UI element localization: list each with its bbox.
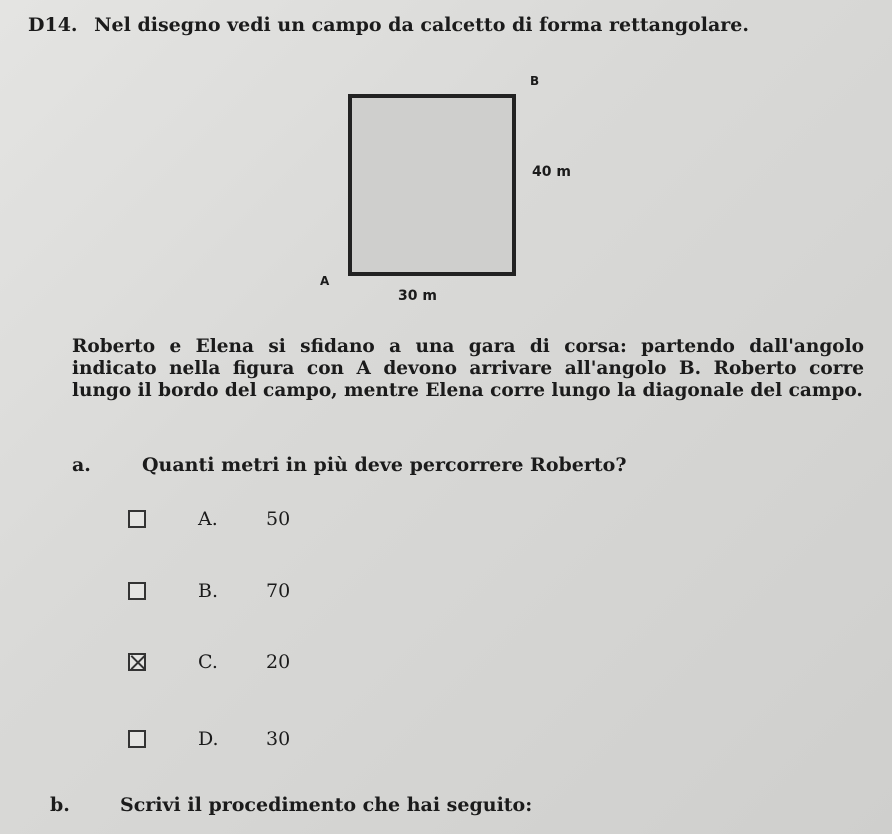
problem-header [28,14,749,36]
option-d-checkbox[interactable] [128,730,146,748]
width-label: 30 m [398,288,437,304]
corner-a-label: A [320,274,330,288]
question-a-text: Quanti metri in più deve percorrere Roberto? [142,454,627,476]
question-b [50,794,532,816]
option-a-letter: A. [198,508,218,530]
option-c-value: 20 [266,651,291,673]
option-d-value: 30 [266,728,291,750]
height-label: 40 m [532,164,571,180]
option-d-letter: D. [198,728,219,750]
problem-paragraph: Roberto e Elena si sfidano a una gara di corsa: partendo dall'angolo indicato nella figura con A devono arrivare all'angolo B. Roberto corre lungo il bordo del campo, mentre Elena corre lungo la diagonale del campo. [72,336,864,401]
problem-statement: Nel disegno vedi un campo da calcetto di forma rettangolare. [94,14,749,36]
corner-b-label: B [530,74,540,88]
option-b-letter: B. [198,580,219,602]
problem-number: D14. [28,14,78,36]
option-c-letter: C. [198,651,218,673]
option-b-checkbox[interactable] [128,582,146,600]
option-c-checkbox[interactable] [128,653,146,671]
option-a-value: 50 [266,508,291,530]
question-b-letter: b. [50,794,70,816]
question-a-letter: a. [72,454,91,476]
option-b-value: 70 [266,580,291,602]
option-a-checkbox[interactable] [128,510,146,528]
question-a [72,454,626,476]
field-rectangle [348,94,516,276]
question-b-text: Scrivi il procedimento che hai seguito: [120,794,533,816]
field-figure [300,62,600,312]
